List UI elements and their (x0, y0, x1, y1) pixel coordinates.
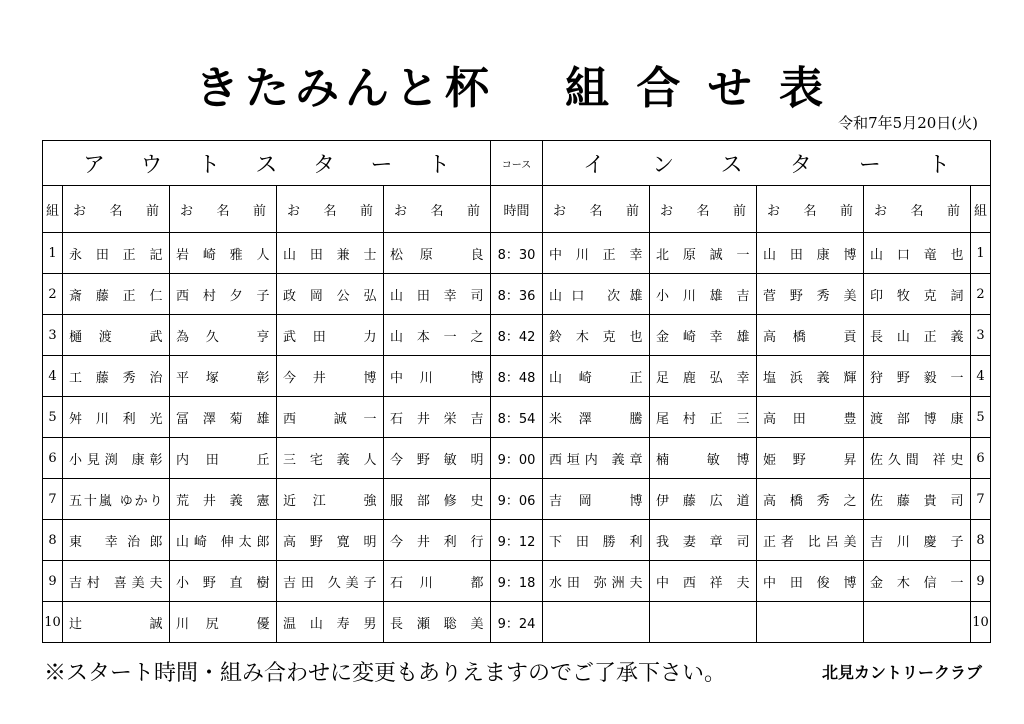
title-main: きたみんと杯 (195, 63, 496, 114)
out-player-name: 小野直樹 (170, 561, 277, 602)
start-time: 8：30 (491, 233, 543, 274)
out-player-name: 近江 強 (277, 479, 384, 520)
in-player-name: 佐久間 祥史 (864, 438, 971, 479)
out-player-name: 高野寛明 (277, 520, 384, 561)
group-number-right: 4 (971, 356, 991, 397)
group-number-left: 10 (43, 602, 63, 643)
in-player-name: 高橋 貢 (757, 315, 864, 356)
group-number-right: 10 (971, 602, 991, 643)
out-player-name: 斎藤正仁 (63, 274, 170, 315)
out-player-name: 小見渕 康彰 (63, 438, 170, 479)
table-row (43, 438, 991, 479)
in-player-name: 下田勝利 (543, 520, 650, 561)
start-time: 9：06 (491, 479, 543, 520)
in-player-name: 伊藤広道 (650, 479, 757, 520)
out-player-name: 今野敏明 (384, 438, 491, 479)
in-player-name: 水田 弥洲夫 (543, 561, 650, 602)
out-player-name: 冨澤菊雄 (170, 397, 277, 438)
out-player-name: 工藤秀治 (63, 356, 170, 397)
course-label: コース (491, 141, 543, 186)
out-player-name: 山田幸司 (384, 274, 491, 315)
name-header: お名前 (543, 186, 650, 233)
in-player-name: 佐藤貴司 (864, 479, 971, 520)
in-player-name: 吉岡 博 (543, 479, 650, 520)
footer-note: ※スタート時間・組み合わせに変更もありえますのでご了承下さい。 (44, 661, 727, 686)
in-player-name: 山田康博 (757, 233, 864, 274)
out-player-name: 吉田 久美子 (277, 561, 384, 602)
in-player-name: 我妻章司 (650, 520, 757, 561)
in-player-name: 正者 比呂美 (757, 520, 864, 561)
group-number-left: 9 (43, 561, 63, 602)
in-player-name: 楠 敏博 (650, 438, 757, 479)
group-number-left: 3 (43, 315, 63, 356)
out-player-name: 辻 誠 (63, 602, 170, 643)
table-row (43, 397, 991, 438)
in-player-name: 山口 次雄 (543, 274, 650, 315)
group-number-left: 2 (43, 274, 63, 315)
in-player-name: 金崎幸雄 (650, 315, 757, 356)
out-player-name: 温山寿男 (277, 602, 384, 643)
in-player-name: 吉川慶子 (864, 520, 971, 561)
in-player-name: 高田 豊 (757, 397, 864, 438)
in-player-name: 西垣内 義章 (543, 438, 650, 479)
section-header-row (43, 141, 991, 186)
start-time: 8：42 (491, 315, 543, 356)
table-row (43, 274, 991, 315)
out-player-name: 山崎 伸太郎 (170, 520, 277, 561)
in-player-name: 鈴木克也 (543, 315, 650, 356)
name-header: お名前 (864, 186, 971, 233)
in-player-name (650, 602, 757, 643)
group-number-left: 7 (43, 479, 63, 520)
group-number-left: 8 (43, 520, 63, 561)
out-player-name: 吉村 喜美夫 (63, 561, 170, 602)
out-player-name: 今井 博 (277, 356, 384, 397)
name-header: お名前 (650, 186, 757, 233)
out-player-name: 内田 丘 (170, 438, 277, 479)
in-player-name: 山崎 正 (543, 356, 650, 397)
page-title (0, 52, 1024, 114)
in-player-name: 塩浜義輝 (757, 356, 864, 397)
out-player-name: 服部修史 (384, 479, 491, 520)
table-row (43, 356, 991, 397)
group-number-left: 4 (43, 356, 63, 397)
name-header: お名前 (384, 186, 491, 233)
name-header: お名前 (277, 186, 384, 233)
in-player-name: 渡部博康 (864, 397, 971, 438)
out-player-name: 永田正記 (63, 233, 170, 274)
out-player-name: 石川 都 (384, 561, 491, 602)
start-time: 8：54 (491, 397, 543, 438)
in-player-name: 菅野秀美 (757, 274, 864, 315)
out-player-name: 為久 亨 (170, 315, 277, 356)
start-time: 9：12 (491, 520, 543, 561)
in-player-name: 米澤 騰 (543, 397, 650, 438)
in-player-name (864, 602, 971, 643)
out-player-name: 山本一之 (384, 315, 491, 356)
in-player-name: 足鹿弘幸 (650, 356, 757, 397)
group-number-right: 2 (971, 274, 991, 315)
table-row (43, 520, 991, 561)
out-player-name: 樋渡 武 (63, 315, 170, 356)
out-player-name: 平塚 彰 (170, 356, 277, 397)
group-number-left: 1 (43, 233, 63, 274)
in-player-name: 山口竜也 (864, 233, 971, 274)
group-number-right: 8 (971, 520, 991, 561)
in-player-name: 中田俊博 (757, 561, 864, 602)
in-player-name (757, 602, 864, 643)
out-player-name: 今井利行 (384, 520, 491, 561)
out-player-name: 三宅義人 (277, 438, 384, 479)
group-number-left: 5 (43, 397, 63, 438)
pairings-table (42, 140, 991, 643)
group-header-left: 組 (43, 186, 63, 233)
start-time: 9：00 (491, 438, 543, 479)
in-start-label: インスタート (543, 141, 991, 186)
out-player-name: 武田 力 (277, 315, 384, 356)
out-player-name: 西 誠一 (277, 397, 384, 438)
in-player-name: 姫野 昇 (757, 438, 864, 479)
club-name: 北見カントリークラブ (821, 663, 982, 682)
out-player-name: 舛川利光 (63, 397, 170, 438)
in-player-name: 長山正義 (864, 315, 971, 356)
out-player-name: 松原 良 (384, 233, 491, 274)
group-number-right: 3 (971, 315, 991, 356)
group-header-right: 組 (971, 186, 991, 233)
in-player-name: 高橋秀之 (757, 479, 864, 520)
start-time: 8：36 (491, 274, 543, 315)
in-player-name (543, 602, 650, 643)
group-number-right: 5 (971, 397, 991, 438)
group-number-right: 1 (971, 233, 991, 274)
out-player-name: 岩崎雅人 (170, 233, 277, 274)
event-date: 令和7年5月20日(火) (838, 114, 978, 132)
in-player-name: 金木信一 (864, 561, 971, 602)
group-number-left: 6 (43, 438, 63, 479)
out-player-name: 川尻 優 (170, 602, 277, 643)
group-number-right: 9 (971, 561, 991, 602)
name-header: お名前 (170, 186, 277, 233)
table-row (43, 479, 991, 520)
out-player-name: 東 幸治郎 (63, 520, 170, 561)
in-player-name: 小川雄吉 (650, 274, 757, 315)
out-player-name: 長瀬聡美 (384, 602, 491, 643)
out-start-label: アウトスタート (43, 141, 491, 186)
in-player-name: 狩野毅一 (864, 356, 971, 397)
in-player-name: 尾村正三 (650, 397, 757, 438)
table-row (43, 561, 991, 602)
group-number-right: 6 (971, 438, 991, 479)
start-time: 9：24 (491, 602, 543, 643)
name-header: お名前 (63, 186, 170, 233)
in-player-name: 印牧克詞 (864, 274, 971, 315)
group-number-right: 7 (971, 479, 991, 520)
column-header-row (43, 186, 991, 233)
in-player-name: 中川正幸 (543, 233, 650, 274)
out-player-name: 中川 博 (384, 356, 491, 397)
table-row (43, 602, 991, 643)
table-row (43, 233, 991, 274)
out-player-name: 五十嵐 ゆかり (63, 479, 170, 520)
title-sub: 組 合 せ 表 (565, 63, 829, 114)
in-player-name: 中西祥夫 (650, 561, 757, 602)
out-player-name: 荒井義憲 (170, 479, 277, 520)
out-player-name: 石井栄吉 (384, 397, 491, 438)
time-header: 時間 (491, 186, 543, 233)
out-player-name: 山田兼士 (277, 233, 384, 274)
start-time: 8：48 (491, 356, 543, 397)
table-row (43, 315, 991, 356)
out-player-name: 政岡公弘 (277, 274, 384, 315)
in-player-name: 北原誠一 (650, 233, 757, 274)
start-time: 9：18 (491, 561, 543, 602)
out-player-name: 西村夕子 (170, 274, 277, 315)
name-header: お名前 (757, 186, 864, 233)
